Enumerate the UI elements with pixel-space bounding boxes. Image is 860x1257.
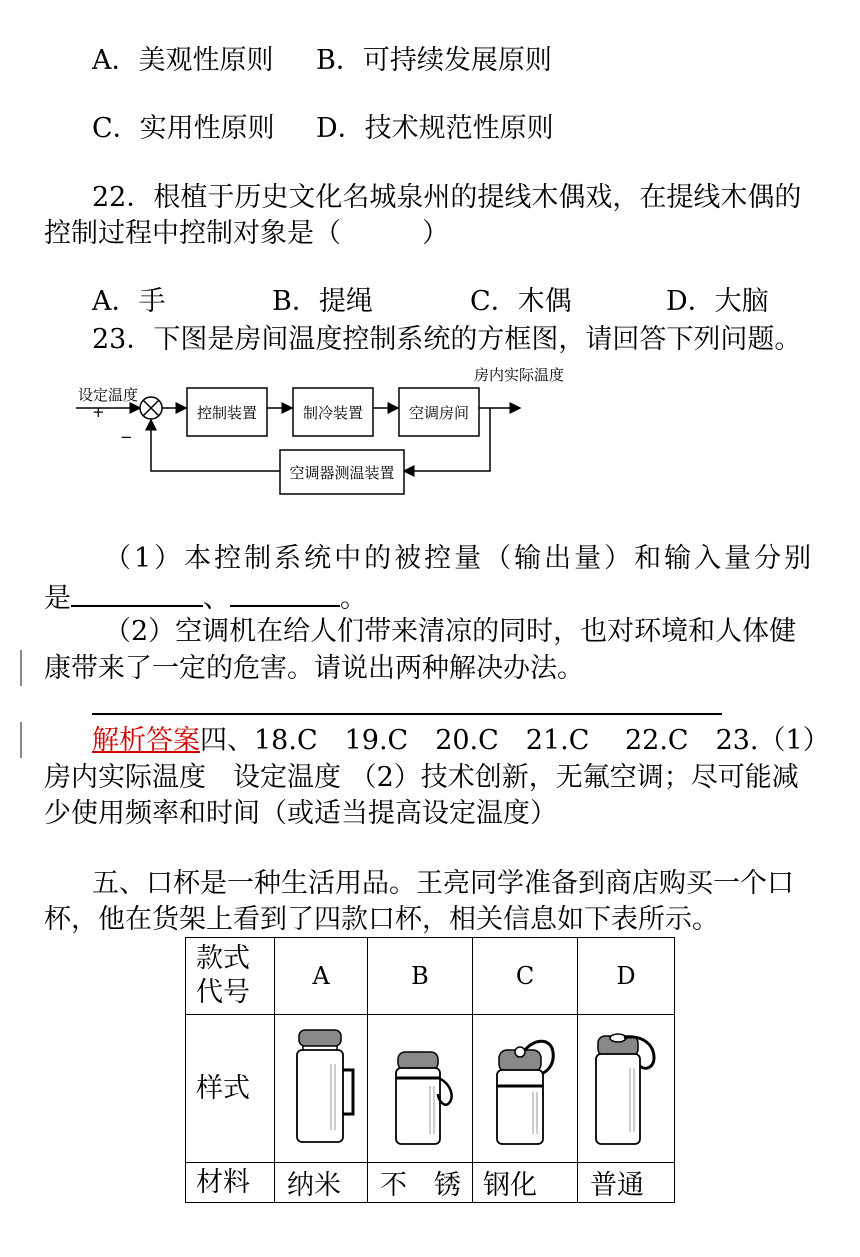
q23-sub1-end: 。: [340, 583, 367, 614]
q22-option-b: B．提绳: [272, 286, 373, 317]
margin-bar: [20, 650, 22, 686]
table-material-d: 普通: [578, 1163, 675, 1203]
q22-option-d: D．大脑: [666, 286, 769, 317]
answer-analysis-link[interactable]: 解析答案: [92, 725, 200, 756]
diagram-plus-sign: +: [92, 403, 105, 421]
diagram-input-label: 设定温度: [78, 386, 139, 404]
diagram-box-room-label: 空调房间: [408, 404, 470, 422]
answer-rule-line: [92, 713, 722, 715]
cup-b-icon: [384, 1022, 456, 1148]
table-header-label-line1: 款式: [196, 943, 250, 974]
answer-line3: 少使用频率和时间（或适当提高设定温度）: [44, 798, 557, 829]
q23-stem: 23．下图是房间温度控制系统的方框图，请回答下列问题。: [92, 324, 802, 355]
cup-a-icon: [285, 1022, 357, 1148]
answer-line1-rest: 四、18.C 19.C 20.C 21.C 22.C 23.（1）: [200, 725, 830, 756]
table-row-style: [186, 1015, 675, 1163]
q23-sub1-line1: （1）本控制系统中的被控量（输出量）和输入量分别: [104, 543, 815, 574]
answer-line2: 房内实际温度 设定温度 （2）技术创新，无氟空调；尽可能减: [44, 762, 799, 793]
table-material-b: 不 锈: [368, 1163, 473, 1203]
q5-stem-line1: 五、口杯是一种生活用品。王亮同学准备到商店购买一个口: [92, 868, 794, 899]
table-style-label: 样式: [186, 1015, 275, 1163]
table-style-a: [275, 1015, 368, 1163]
table-material-label: 材料: [186, 1163, 275, 1203]
q21-option-a: A．美观性原则: [92, 45, 274, 76]
table-header-label-line2: 代号: [196, 977, 250, 1008]
diagram-minus-sign: −: [120, 428, 133, 446]
cup-comparison-table: [185, 937, 675, 1203]
table-code-d: D: [578, 938, 675, 1015]
q5-stem-line2: 杯，他在货架上看到了四款口杯，相关信息如下表所示。: [44, 904, 719, 935]
q22-stem-line1: 22．根植于历史文化名城泉州的提线木偶戏，在提线木偶的: [92, 182, 802, 213]
diagram-box-controller-label: 控制装置: [196, 404, 258, 422]
table-code-c: C: [473, 938, 578, 1015]
table-code-a: A: [275, 938, 368, 1015]
answer-blank-2[interactable]: [230, 579, 340, 607]
q23-sub2-line1: （2）空调机在给人们带来清凉的同时，也对环境和人体健: [104, 616, 797, 647]
answer-blank-1[interactable]: [71, 579, 203, 607]
table-style-c: [473, 1015, 578, 1163]
q23-sub1-prefix: 是: [44, 583, 71, 614]
temperature-control-block-diagram: [70, 360, 565, 510]
q22-option-a: A．手: [92, 286, 166, 317]
table-row-material: [186, 1163, 675, 1203]
q21-option-d: D．技术规范性原则: [316, 113, 554, 144]
table-material-c: 钢化: [473, 1163, 578, 1203]
summing-junction-icon: [140, 397, 162, 419]
cup-d-icon: [584, 1022, 668, 1148]
answer-line1: [92, 724, 830, 758]
q23-sub2-line2: 康带来了一定的危害。请说出两种解决办法。: [44, 653, 584, 684]
table-code-b: B: [368, 938, 473, 1015]
q21-option-b: B．可持续发展原则: [316, 45, 552, 76]
table-row-codes: [186, 938, 675, 1015]
table-header-label: [186, 938, 275, 1015]
diagram-output-label: 房内实际温度: [474, 366, 565, 384]
diagram-box-cooling-label: 制冷装置: [302, 404, 364, 422]
q22-option-c: C．木偶: [470, 286, 572, 317]
table-style-d: [578, 1015, 675, 1163]
diagram-box-sensor-label: 空调器测温装置: [289, 464, 395, 482]
cup-c-icon: [485, 1022, 565, 1148]
table-style-b: [368, 1015, 473, 1163]
q23-sub1-line2: [44, 579, 367, 616]
q23-sub1-separator: 、: [203, 583, 230, 614]
table-material-a: 纳米: [275, 1163, 368, 1203]
q21-option-c: C．实用性原则: [92, 113, 275, 144]
margin-bar-answer: [20, 722, 22, 758]
q22-stem-line2: 控制过程中控制对象是（ ）: [44, 218, 449, 249]
